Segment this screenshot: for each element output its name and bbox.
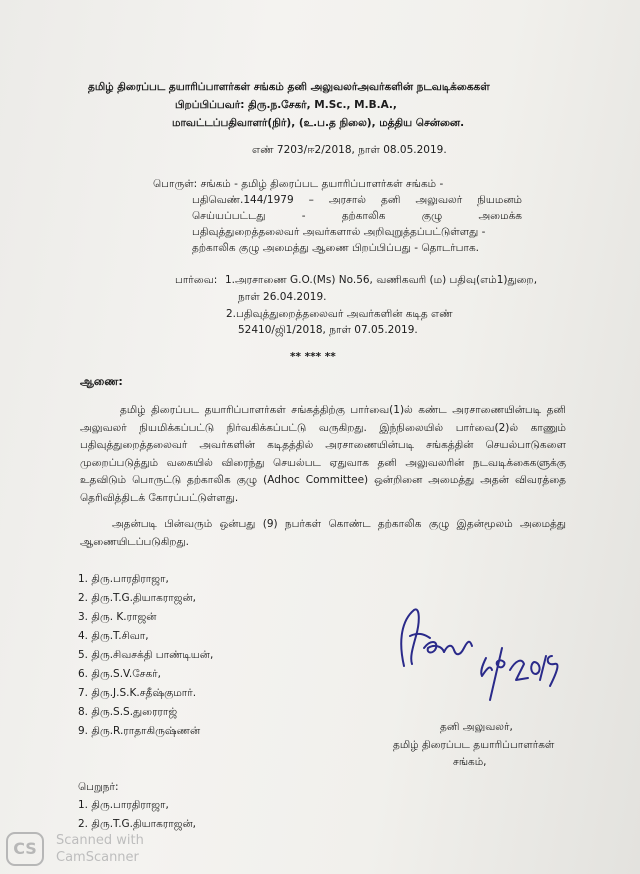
list-item: 8. திரு.S.S.துரைராஜ் — [78, 706, 178, 718]
order-heading: ஆணை: — [80, 375, 123, 388]
list-item: 1. திரு.பாரதிராஜா, — [78, 799, 169, 811]
subject-line-1: பொருள்: சங்கம் - தமிழ் திரைப்பட தயாரிப்பாளர்கள் சங்கம் - — [153, 178, 444, 190]
reference-item-2-line-2: 52410/ஜி1/2018, நாள் 07.05.2019. — [238, 324, 418, 336]
list-item: 7. திரு.J.S.K.சதீஷ்குமார். — [78, 687, 197, 699]
list-item: 1. திரு.பாரதிராஜா, — [78, 573, 169, 585]
reference-number: எண் 7203/ஈ2/2018, நாள் 08.05.2019. — [252, 144, 447, 156]
order-paragraph-1: தமிழ் திரைப்பட தயாரிப்பாளர்கள் சங்கத்திற்கு பார்வை(1)ல் கண்ட அரசாணையின்படி தனி அலுவலர் நியமிக்கப்பட்டு நிர்வகிக்கப்பட்டு வருகிறது. இந்நிலையில் பார்வை(2)ல் காணும் பதிவுத்துறைத்தலைவர் அவர்களின் கடிதத்தில் அரசாணையின்படி சங்கத்தின் செயல்பாடுகளை முறைப்படுத்தும் வகையில் விரைந்து செயல்பட ஏதுவாக தனி அலுவலரின் நடவடிக்கைகளுக்கு உதவிடும் பொருட்டு தற்காலிக குழு (Adhoc Committee) ஒன்றினை அமைத்து அதன் விவரத்தை தெரிவித்திடக் கோரப்பட்டுள்ளது. — [80, 404, 566, 504]
list-item: 6. திரு.S.V.சேகர், — [78, 668, 162, 680]
reference-label: பார்வை: — [175, 274, 218, 286]
camscanner-logo: CS — [6, 832, 44, 866]
list-item: 4. திரு.T.சிவா, — [78, 630, 149, 642]
separator: ** *** ** — [290, 351, 336, 363]
reference-item-1-line-1: 1.அரசாணை G.O.(Ms) No.56, வணிகவரி (ம) பதிவு(எம்1)துறை, — [225, 274, 538, 286]
header-issuer: பிறப்பிப்பவர்: திரு.ந.சேகர், M.Sc., M.B.A., — [175, 99, 397, 111]
signatory-org-line-1: தமிழ் திரைப்பட தயாரிப்பாளர்கள் — [393, 739, 555, 751]
list-item: 9. திரு.R.ராதாகிருஷ்ணன் — [78, 725, 201, 737]
subject-line-5: தற்காலிக குழு அமைத்து ஆணை பிறப்பிப்பது - தொடர்பாக. — [192, 242, 480, 254]
recipients-label: பெறுநர்: — [78, 781, 119, 793]
subject-line-3: செய்யப்பட்டது - தற்காலிக குழு அமைக்க — [192, 210, 522, 222]
reference-item-2-line-1: 2.பதிவுத்துறைத்தலைவர் அவர்களின் கடித எண் — [226, 308, 453, 320]
signatory-org-line-2: சங்கம், — [453, 756, 487, 768]
signatory-title: தனி அலுவலர், — [440, 721, 513, 733]
order-paragraph-2: அதன்படி பின்வரும் ஒன்பது (9) நபர்கள் கொண்ட தற்காலிக குழு இதன்மூலம் அமைத்து ஆணையிடப்படுகிறது. — [80, 518, 566, 548]
list-item: 3. திரு. K.ராஜன் — [78, 611, 157, 623]
header-title: தமிழ் திரைப்பட தயாரிப்பாளர்கள் சங்கம் தனி அலுவலர்அவர்களின் நடவடிக்கைகள் — [88, 81, 490, 93]
watermark-line-1: Scanned with — [56, 833, 144, 848]
signature-date — [400, 655, 401, 656]
subject-line-2: பதிவெண்.144/1979 – அரசால் தனி அலுவலர் நியமனம் — [192, 194, 522, 206]
header-designation: மாவட்டப்பதிவாளர்(நிர்), (உ.ப.த நிலை), மத்திய சென்னை. — [172, 117, 465, 129]
watermark-line-2: CamScanner — [56, 850, 139, 865]
list-item: 2. திரு.T.G.தியாகராஜன், — [78, 818, 197, 830]
list-item: 5. திரு.சிவசக்தி பாண்டியன், — [78, 649, 214, 661]
subject-line-4: பதிவுத்துறைத்தலைவர் அவர்களால் அறிவுறுத்தப்பட்டுள்ளது - — [192, 226, 486, 238]
handwritten-signature — [390, 600, 590, 710]
list-item: 2. திரு.T.G.தியாகராஜன், — [78, 592, 197, 604]
reference-item-1-line-2: நாள் 26.04.2019. — [238, 291, 327, 303]
